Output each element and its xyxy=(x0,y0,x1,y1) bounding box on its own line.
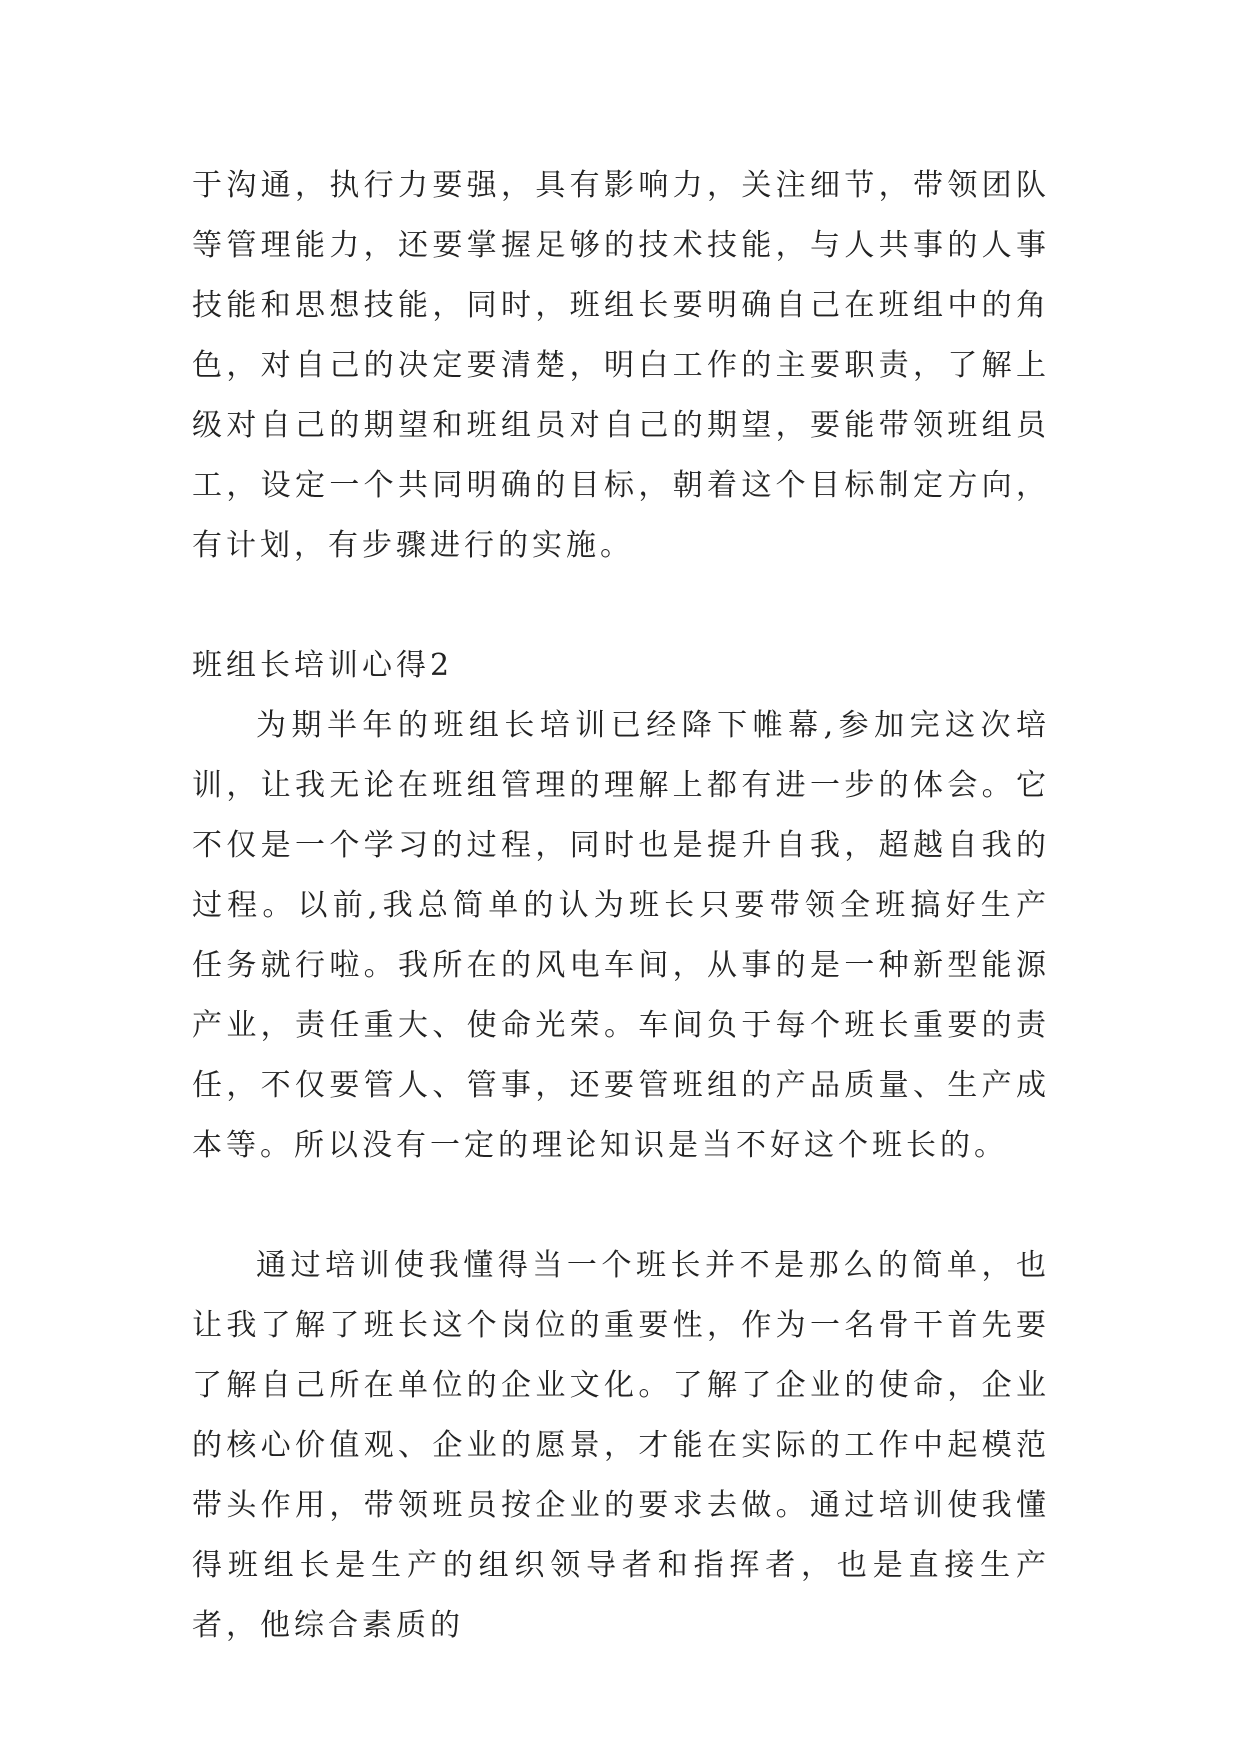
section-heading: 班组长培训心得2 xyxy=(192,648,454,683)
paragraph: 通过培训使我懂得当一个班长并不是那么的简单，也让我了解了班长这个岗位的重要性，作为一名骨干首先要了解自己所在单位的企业文化。了解了企业的使命，企业的核心价值观、企业的愿景，才能在实际的工作中起模范带头作用，带领班员按企业的要求去做。通过培训使我懂得班组长是生产的组织领导者和指挥者，也是直接生产者，他综合素质的 xyxy=(192,1248,1050,1643)
paragraph: 于沟通，执行力要强，具有影响力，关注细节，带领团队等管理能力，还要掌握足够的技术技能，与人共事的人事技能和思想技能，同时，班组长要明确自己在班组中的角色，对自己的决定要清楚，明白工作的主要职责，了解上级对自己的期望和班组员对自己的期望，要能带领班组员工，设定一个共同明确的目标，朝着这个目标制定方向，有计划，有步骤进行的实施。 xyxy=(192,168,1050,563)
paragraph-gap xyxy=(192,576,1050,636)
document-body xyxy=(192,156,1050,1656)
paragraph: 为期半年的班组长培训已经降下帷幕,参加完这次培训，让我无论在班组管理的理解上都有进一步的体会。它不仅是一个学习的过程，同时也是提升自我，超越自我的过程。以前,我总简单的认为班长只要带领全班搞好生产任务就行啦。我所在的风电车间，从事的是一种新型能源产业，责任重大、使命光荣。车间负于每个班长重要的责任，不仅要管人、管事，还要管班组的产品质量、生产成本等。所以没有一定的理论知识是当不好这个班长的。 xyxy=(192,708,1050,1163)
paragraph-gap xyxy=(192,1176,1050,1236)
